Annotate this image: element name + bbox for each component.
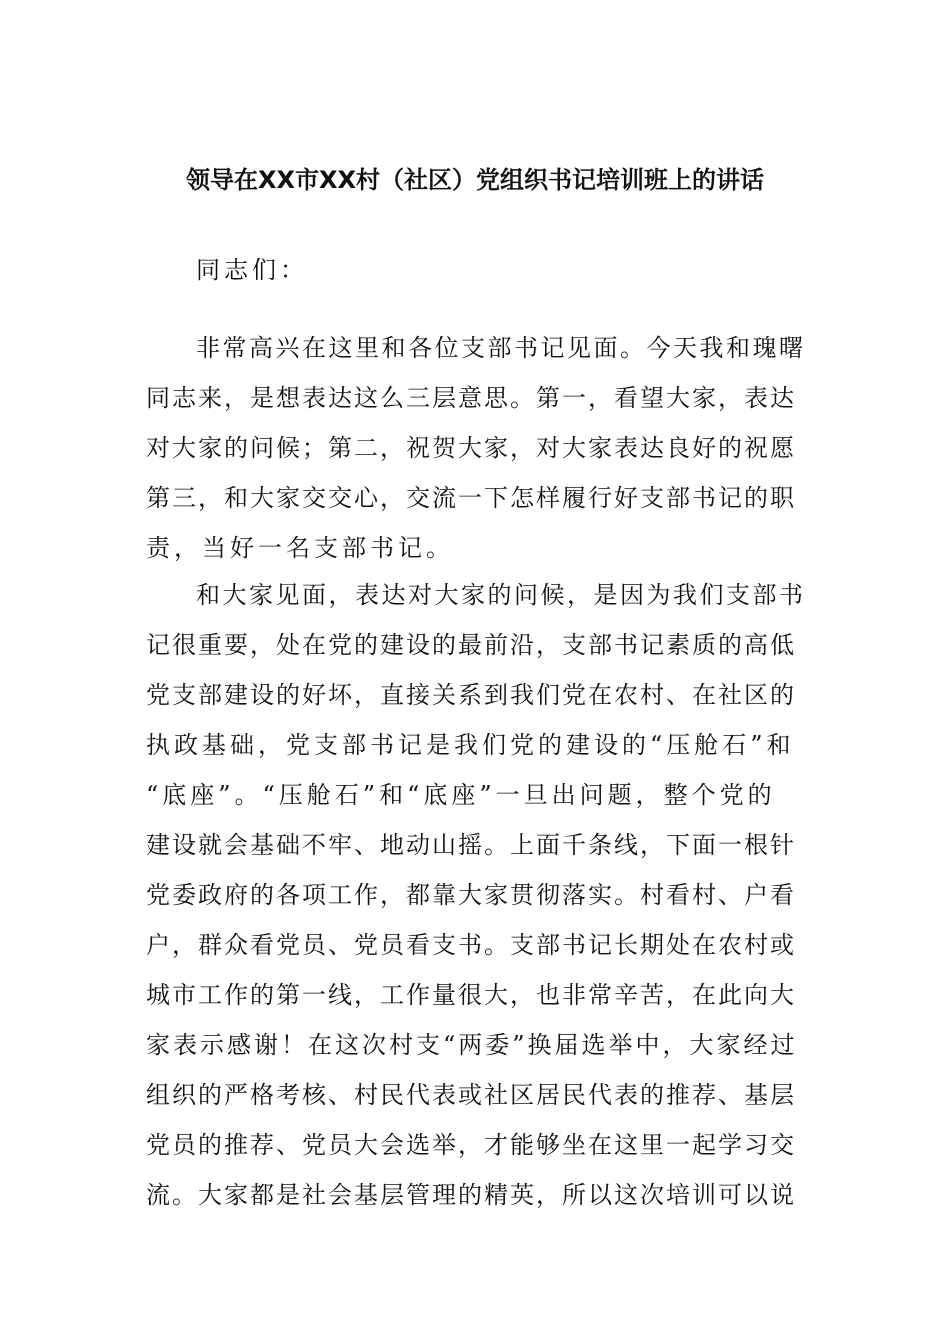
paragraph-line: 户，群众看党员、党员看支书。支部书记长期处在农村或 — [146, 931, 796, 959]
paragraph-line: 第三，和大家交交心，交流一下怎样履行好支部书记的职 — [146, 484, 796, 512]
paragraph-line: 党支部建设的好坏，直接关系到我们党在农村、在社区的 — [146, 681, 796, 709]
paragraph-line: 执政基础，党支部书记是我们党的建设的“压舱石”和 — [146, 731, 795, 759]
paragraph-line: 对大家的问候；第二，祝贺大家，对大家表达良好的祝愿 — [146, 434, 796, 462]
paragraph-line: 组织的严格考核、村民代表或社区居民代表的推荐、基层 — [146, 1081, 796, 1109]
salutation: 同志们： — [196, 256, 308, 284]
paragraph-line: 责，当好一名支部书记。 — [146, 534, 454, 562]
paragraph-line: 和大家见面，表达对大家的问候，是因为我们支部书 — [196, 581, 806, 609]
paragraph-line: 城市工作的第一线，工作量很大，也非常辛苦，在此向大 — [146, 981, 796, 1009]
paragraph-line: 非常高兴在这里和各位支部书记见面。今天我和瑰曙 — [196, 334, 806, 362]
paragraph-line: “底座”。“压舱石”和“底座”一旦出问题，整个党的 — [146, 781, 776, 809]
paragraph-line: 同志来，是想表达这么三层意思。第一，看望大家，表达 — [146, 384, 796, 412]
paragraph-line: 家表示感谢！在这次村支“两委”换届选举中，大家经过 — [146, 1031, 798, 1059]
paragraph-line: 流。大家都是社会基层管理的精英，所以这次培训可以说 — [146, 1181, 796, 1209]
document-title: 领导在XX市XX村（社区）党组织书记培训班上的讲话 — [185, 166, 764, 194]
paragraph-line: 记很重要，处在党的建设的最前沿，支部书记素质的高低 — [146, 631, 796, 659]
paragraph-line: 党委政府的各项工作，都靠大家贯彻落实。村看村、户看 — [146, 881, 796, 909]
paragraph-line: 建设就会基础不牢、地动山摇。上面千条线，下面一根针 — [146, 831, 796, 859]
paragraph-line: 党员的推荐、党员大会选举，才能够坐在这里一起学习交 — [146, 1131, 796, 1159]
